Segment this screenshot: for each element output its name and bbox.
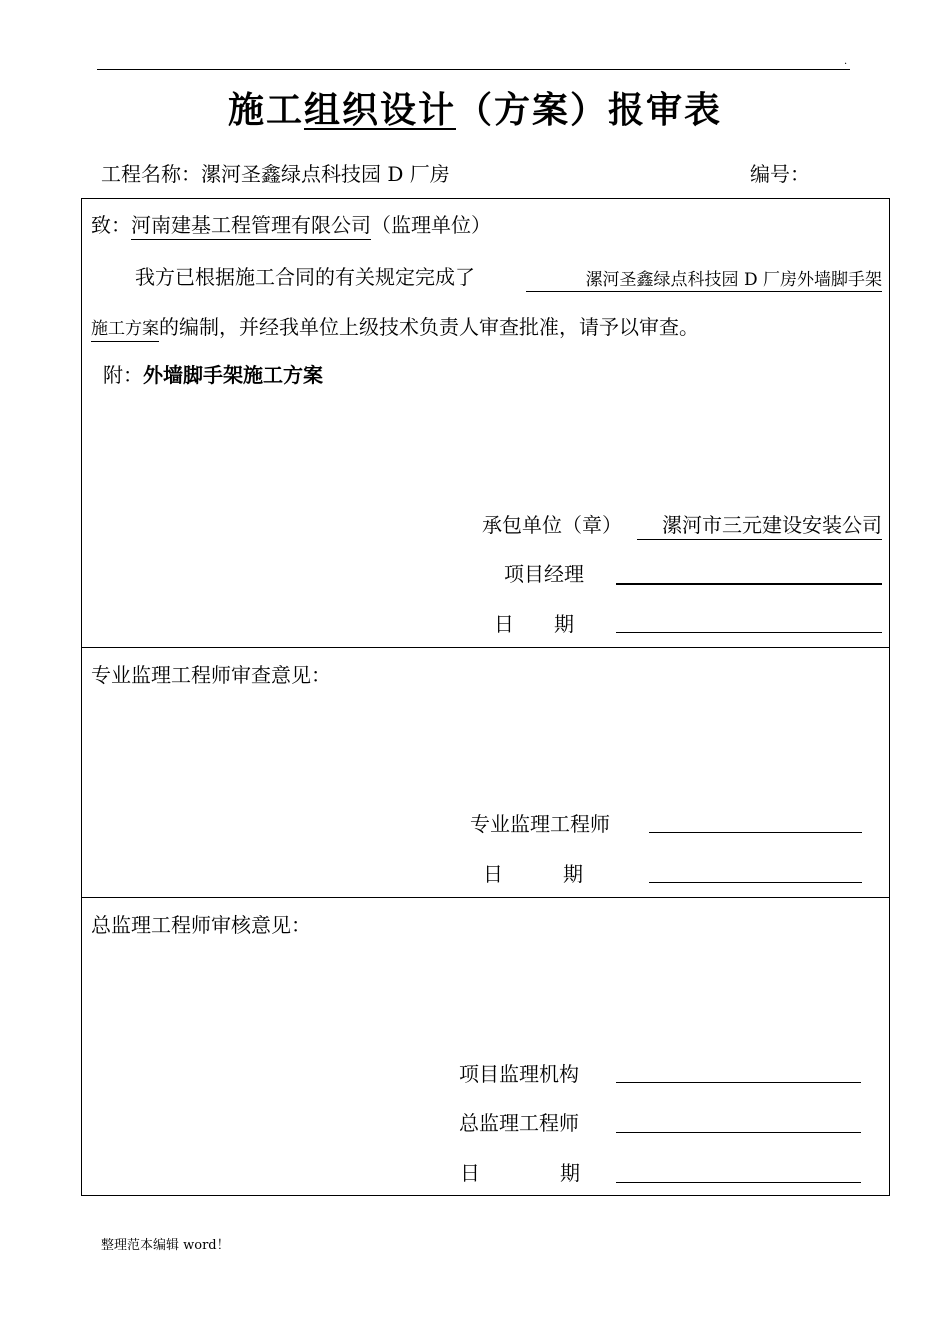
chief-signer-label: 总监理工程师	[459, 1111, 579, 1135]
specialist-date-label: 日 期	[483, 862, 583, 886]
chief-signature-line[interactable]	[616, 1132, 861, 1133]
contractor-name: 漯河市三元建设安装公司	[637, 509, 882, 540]
body-prefix: 我方已根据施工合同的有关规定完成了	[135, 265, 475, 289]
submission-date-label: 日 期	[494, 612, 574, 636]
chief-review-heading: 总监理工程师审核意见：	[91, 913, 311, 937]
page-footer: 整理范本编辑 word！	[101, 1238, 230, 1253]
contractor-label: 承包单位（章）	[482, 513, 622, 537]
specialist-signer-label: 专业监理工程师	[470, 812, 610, 836]
supervision-org-label: 项目监理机构	[459, 1062, 579, 1086]
project-name-label: 工程名称：	[101, 162, 201, 186]
body-line-2	[91, 311, 699, 340]
project-name-value: 漯河圣鑫绿点科技园 D 厂房	[201, 162, 450, 186]
submission-date-line[interactable]	[616, 632, 882, 633]
title-part-2: 组织设计	[303, 89, 456, 131]
addressee-company: 河南建基工程管理有限公司	[131, 213, 371, 240]
specialist-signature-line[interactable]	[649, 832, 862, 833]
plan-name-line-1: 漯河圣鑫绿点科技园 D 厂房外墙脚手架	[526, 265, 882, 292]
body-suffix: 的编制，并经我单位上级技术负责人审查批准，请予以审查。	[159, 315, 699, 339]
attachment-name: 外墙脚手架施工方案	[143, 363, 323, 387]
addressee-row	[91, 209, 491, 238]
plan-name-line-2: 施工方案	[91, 319, 159, 342]
chief-date-line[interactable]	[616, 1182, 861, 1183]
section-divider-2	[81, 897, 890, 898]
specialist-date-line[interactable]	[649, 882, 862, 883]
chief-date-label: 日 期	[460, 1161, 580, 1185]
header-mark: .	[844, 56, 848, 67]
manager-signature-line[interactable]	[616, 583, 882, 585]
supervision-org-line[interactable]	[616, 1082, 861, 1083]
addressee-label: 致：	[91, 213, 131, 237]
header-rule	[97, 69, 850, 70]
specialist-review-heading: 专业监理工程师审查意见：	[91, 663, 331, 687]
manager-label: 项目经理	[504, 562, 584, 586]
attachment-row	[103, 359, 323, 388]
title-part-3: （方案）报审表	[456, 89, 723, 131]
approval-form	[81, 198, 890, 1196]
addressee-suffix: （监理单位）	[371, 213, 491, 237]
project-name-row	[101, 158, 450, 187]
title-part-1: 施工	[227, 89, 304, 131]
document-title	[0, 82, 950, 133]
section-divider-1	[81, 647, 890, 648]
attachment-label: 附：	[103, 363, 143, 387]
number-label: 编号：	[750, 162, 810, 186]
